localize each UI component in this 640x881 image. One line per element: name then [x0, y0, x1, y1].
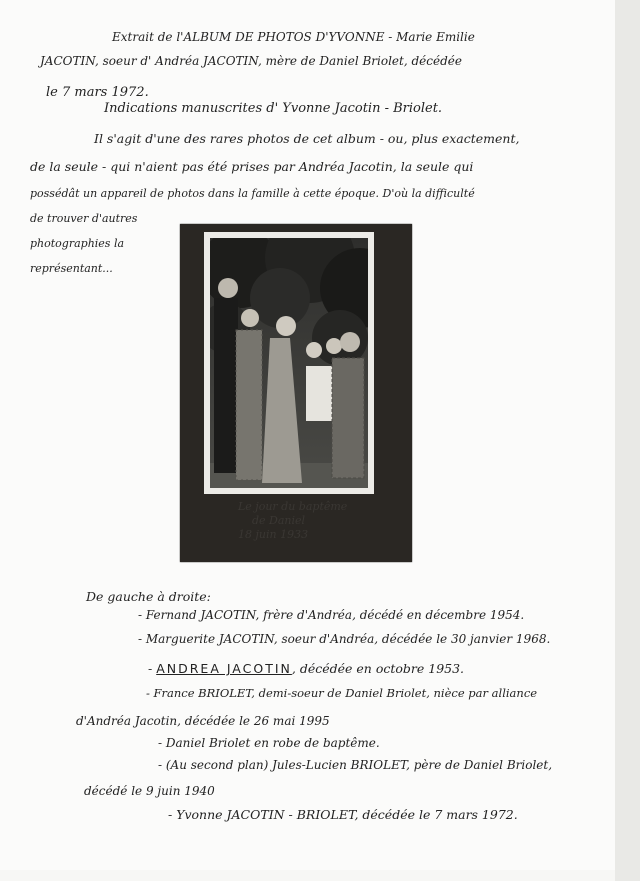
intro-heading: Indications manuscrites d' Yvonne Jacotin - Briolet. — [104, 101, 443, 116]
list-item-5: - Daniel Briolet en robe de baptême. — [158, 736, 380, 750]
photo-caption-line-2: de Daniel — [252, 514, 306, 527]
list-item-4-line-2: d'Andréa Jacotin, décédée le 26 mai 1995 — [76, 714, 330, 728]
page-edge — [615, 0, 640, 881]
list-item-7: - Yvonne JACOTIN - BRIOLET, décédée le 7 mars 1972. — [168, 807, 518, 822]
andrea-name: ANDREA JACOTIN — [156, 661, 292, 676]
photo-caption — [238, 500, 378, 542]
andrea-details: , décédée en octobre 1953. — [291, 661, 465, 676]
list-item-3: - ANDREA JACOTIN, décédée en octobre 1953. — [148, 661, 465, 676]
list-item-2: - Marguerite JACOTIN, soeur d'Andréa, décédée le 30 janvier 1968. — [138, 632, 551, 646]
photo-caption-line-3: 18 juin 1933 — [238, 528, 309, 541]
photo-caption-line-1: Le jour du baptême — [238, 500, 348, 513]
list-item-6-line-1: - (Au second plan) Jules-Lucien BRIOLET, père de Daniel Briolet, — [158, 758, 553, 772]
intro-line-1: Il s'agit d'une des rares photos de cet album - ou, plus exactement, — [94, 131, 520, 146]
intro-line-4: de trouver d'autres — [30, 212, 138, 225]
list-item-4-line-1: - France BRIOLET, demi-soeur de Daniel Briolet, nièce par alliance — [146, 686, 538, 700]
intro-line-2: de la seule - qui n'aient pas été prises par Andréa Jacotin, la seule qui — [30, 159, 474, 174]
intro-line-6: représentant... — [30, 262, 113, 275]
list-heading: De gauche à droite: — [86, 589, 211, 604]
intro-line-5: photographies la — [30, 237, 125, 250]
header-line-2: JACOTIN, soeur d' Andréa JACOTIN, mère de Daniel Briolet, décédée — [40, 54, 462, 68]
baptism-photo — [210, 238, 368, 488]
header-line-1: Extrait de l'ALBUM DE PHOTOS D'YVONNE - Marie Emilie — [112, 30, 475, 44]
list-item-1: - Fernand JACOTIN, frère d'Andréa, décédé en décembre 1954. — [138, 608, 525, 622]
intro-line-3: possédât un appareil de photos dans la famille à cette époque. D'où la difficulté — [30, 187, 475, 200]
photo-border — [204, 232, 374, 494]
list-item-6-line-2: décédé le 9 juin 1940 — [84, 784, 215, 798]
photo-mount — [180, 224, 412, 562]
header-line-3: le 7 mars 1972. — [46, 85, 149, 100]
